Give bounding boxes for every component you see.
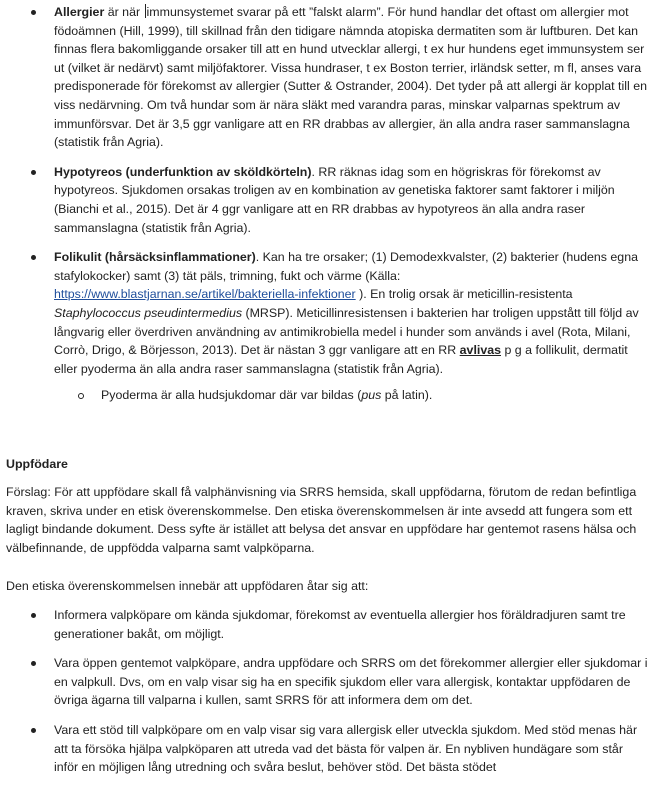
sub-bullet-icon	[78, 393, 84, 399]
pyoderma-text-end: på latin).	[381, 388, 433, 403]
term-allergies: Allergier	[54, 5, 105, 19]
commitment-text: Informera valpköpare om kända sjukdomar, förekomst av eventuella allergier hos föräldradjuren samt tre generationer bakåt, om möjligt.	[54, 608, 626, 641]
commitment-text: Vara öppen gentemot valpköpare, andra uppfödare och SRRS om det förekommer allergier eller sjukdomar i en valpkull. Dvs, om en valp visar sig ha en specifik sjukdom eller vara allergisk, kontaktar uppfödaren de övriga ägarna till valparna i kullen, samt SRRS för att informera dem om det.	[54, 656, 648, 708]
term-hypothyroid: Hypotyreos (underfunktion av sköldkörteln)	[54, 164, 312, 179]
bullet-icon	[31, 170, 36, 175]
bullet-icon	[31, 728, 36, 733]
proposal-paragraph: Förslag: För att uppfödare skall få valphänvisning via SRRS hemsida, skall uppfödarna, förutom de redan befintliga kraven, skriva under en etisk överenskommelse. Den etiska överenskommelsen är inte avsedd att fungera som ett lagligt bindande dokument. Dess syfte är istället att belysa det ansvar en uppfödare har gentemot rasens hälsa och välbefinnande, de uppfödda valparna samt valpköparna.	[6, 485, 637, 555]
folliculitis-text-2: ). En trolig orsak är meticillin-resistenta	[355, 287, 573, 302]
list-item-allergies	[0, 3, 654, 152]
list-item-commitment	[0, 606, 654, 643]
commitments-list	[0, 606, 654, 777]
list-item-hypothyroid	[0, 163, 654, 237]
underlined-word: avlivas	[459, 343, 501, 358]
pyoderma-term: pus	[361, 388, 382, 403]
bullet-icon	[31, 661, 36, 666]
section-heading: Uppfödare	[6, 457, 68, 471]
species-name: Staphylococcus pseudintermedius	[54, 305, 243, 320]
bullet-icon	[31, 10, 36, 15]
health-conditions-list	[0, 3, 654, 405]
folliculitis-text-3: (MRSP). Meticillinresistensen i bakterien har troligen uppstått till följd av långvarig eller överdriven användning av antimikrobiella medel i hunder som används i avel (Rota, Milani, Corrò, Drigo, & Börjesson, 2013). Det är nästan 3 ggr vanligare att en RR	[54, 305, 639, 358]
list-item-commitment	[0, 721, 654, 777]
allergies-text: immunsystemet svarar på ett ”falskt alarm”. För hund handlar det oftast om allergier mot födoämnen (Hill, 1999), till skillnad från den tidigare nämnda atopiska dermatiten som är luftburen. Det kan finnas flera bakomliggande orsaker till att en hund utvecklar allergi, t ex hur hundens eget immunsystem ser ut (vilket är nedärvt) samt miljöfaktorer. Vissa hundraser, t ex Boston terrier, irländsk setter, m fl, anses vara predisponerade för förekomst av allergier (Sutter & Ostrander, 2004). Det tyder på att allergi är kopplat till en viss nedärvning. Om två hundar som är nära släkt med varandra paras, minskar valparnas spektrum av immunförsvar. Det är 3,5 ggr vanligare att en RR drabbas av allergier, än alla andra raser sammanslagna (statistik från Agria).	[54, 5, 647, 150]
folliculitis-text-4: p g a follikulit, dermatit eller pyoderma än alla andra raser sammanslagna (statistik från Agria).	[54, 343, 628, 376]
source-link[interactable]: https://www.blastjarnan.se/artikel/bakteriella-infektioner	[54, 287, 356, 302]
bullet-icon	[31, 255, 36, 260]
commitment-text: Vara ett stöd till valpköpare om en valp visar sig vara allergisk eller utveckla sjukdom. Med stöd menas här att ta försöka hjälpa valpköparen att utreda vad det bästa för valpen är. En nybliven hundägare som står inför en möjligen lång utredning och svåra beslut, behöver stöd. Det bästa stödet	[54, 722, 638, 775]
list-item-commitment	[0, 654, 654, 710]
bullet-icon	[31, 613, 36, 618]
hypothyroid-text: . RR räknas idag som en högriskras för förekomst av hypotyreos. Sjukdomen orsakas troligen av en kombination av genetiska faktorer samt faktorer i miljön (Bianchi et al., 2015). Det är 4 ggr vanligare att en RR drabbas av hypotyreos än alla andra raser sammanslagna (statistik från Agria).	[54, 164, 615, 235]
list-item-folliculitis	[0, 248, 654, 405]
allergies-text-start: är när	[104, 5, 144, 19]
text-cursor	[145, 4, 146, 18]
term-folliculitis: Folikulit (hårsäcksinflammationer)	[54, 250, 256, 265]
sub-item-pyoderma	[0, 386, 648, 405]
folliculitis-text-1: . Kan ha tre orsaker; (1) Demodexkvalster, (2) bakterier (hudens egna stafylokocker) samt (3) tät päls, trimning, fukt och värme (Källa:	[54, 250, 638, 283]
pyoderma-text-start: Pyoderma är alla hudsjukdomar där var bildas (	[101, 388, 362, 403]
commitments-intro: Den etiska överenskommelsen innebär att uppfödaren åtar sig att:	[6, 579, 369, 593]
